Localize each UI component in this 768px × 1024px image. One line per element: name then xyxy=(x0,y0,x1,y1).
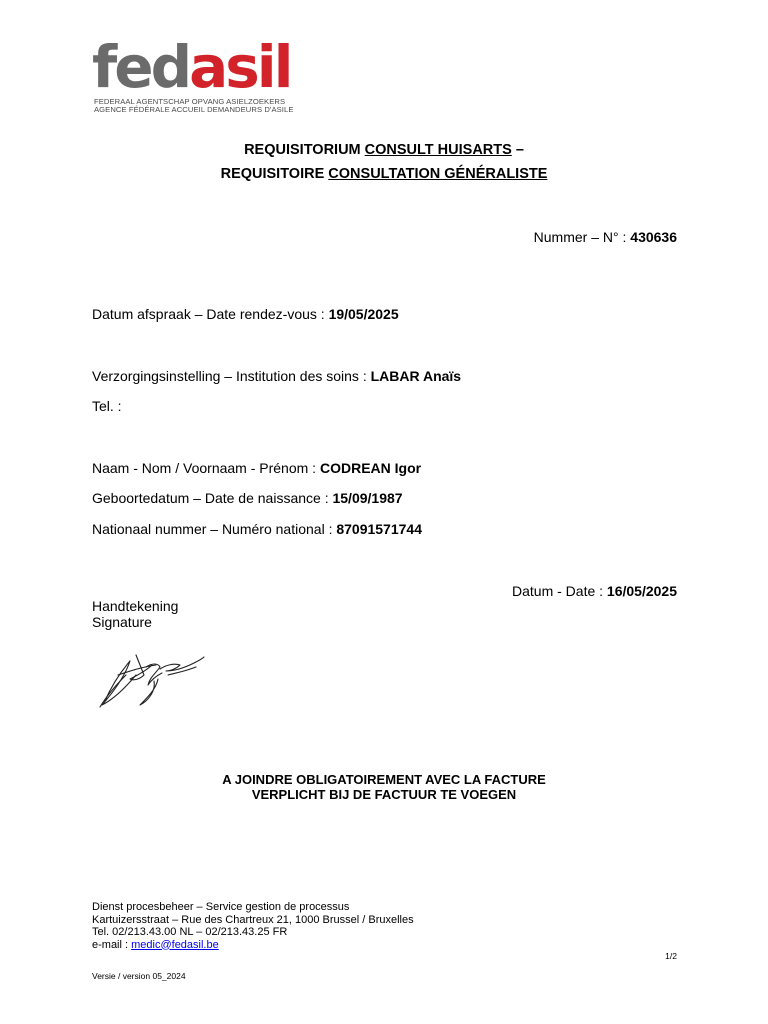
footer-contact xyxy=(92,901,414,951)
number-value: 430636 xyxy=(630,229,677,245)
appointment-date xyxy=(92,306,399,322)
title-line1-underlined: CONSULT HUISARTS xyxy=(364,142,512,158)
national-number xyxy=(92,521,422,537)
name-value: CODREAN Igor xyxy=(319,460,422,476)
handwritten-signature xyxy=(96,645,208,711)
title-line-1 xyxy=(0,142,768,158)
date-value: 16/05/2025 xyxy=(606,583,677,599)
signature-label-nl: Handtekening xyxy=(92,598,179,614)
institution-label: Verzorgingsinstelling – Institution des soins : xyxy=(92,368,371,384)
national-number-label: Nationaal nummer – Numéro national : xyxy=(92,521,337,537)
logo-brand-part2: asil xyxy=(189,33,291,101)
title-line1-suffix: – xyxy=(511,142,524,158)
logo-subtitle-fr: AGENCE FÉDÉRALE ACCUEIL DEMANDEURS D'ASILE xyxy=(94,105,294,114)
institution-value: LABAR Anaïs xyxy=(370,368,462,384)
patient-name xyxy=(92,460,421,476)
care-institution xyxy=(92,368,461,384)
birthdate-value: 15/09/1987 xyxy=(332,490,403,506)
date-label: Datum - Date : xyxy=(512,583,607,599)
footer-email-link[interactable]: medic@fedasil.be xyxy=(131,938,219,951)
footer-email-label: e-mail : xyxy=(92,938,132,951)
logo-subtitle-nl: FEDERAAL AGENTSCHAP OPVANG ASIELZOEKERS xyxy=(94,97,286,106)
number-label: Nummer – N° : xyxy=(533,229,631,245)
notice-line-2: VERPLICHT BIJ DE FACTUUR TE VOEGEN xyxy=(251,787,517,802)
fedasil-logo xyxy=(92,33,294,118)
national-number-value: 87091571744 xyxy=(336,521,422,537)
signature-labels xyxy=(92,598,178,630)
footer-email-line xyxy=(92,939,414,952)
logo-wordmark xyxy=(92,33,291,101)
name-label: Naam - Nom / Voornaam - Prénom : xyxy=(92,460,320,476)
phone-label: Tel. : xyxy=(92,398,122,414)
notice-line-1: A JOINDRE OBLIGATOIREMENT AVEC LA FACTURE xyxy=(222,772,546,787)
appointment-value: 19/05/2025 xyxy=(328,306,399,322)
document-date xyxy=(512,583,677,599)
page-number: 1/2 xyxy=(665,951,677,961)
footer-service: Dienst procesbeheer – Service gestion de processus xyxy=(92,901,350,913)
logo-brand-part1: fed xyxy=(92,33,190,101)
title-line2-underlined: CONSULTATION GÉNÉRALISTE xyxy=(328,166,548,182)
footer-phone: Tel. 02/213.43.00 NL – 02/213.43.25 FR xyxy=(92,926,288,938)
title-line1-prefix: REQUISITORIUM xyxy=(244,142,365,158)
notice xyxy=(0,772,768,802)
title-line-2 xyxy=(0,166,768,182)
birth-date xyxy=(92,490,403,506)
signature-label-fr: Signature xyxy=(92,614,152,630)
footer-address: Kartuizersstraat – Rue des Chartreux 21, 1000 Brussel / Bruxelles xyxy=(92,913,414,926)
appointment-label: Datum afspraak – Date rendez-vous : xyxy=(92,306,329,322)
requisition-number xyxy=(534,229,677,245)
document-version: Versie / version 05_2024 xyxy=(92,971,186,981)
title-line2-prefix: REQUISITOIRE xyxy=(220,166,329,182)
birthdate-label: Geboortedatum – Date de naissance : xyxy=(92,490,333,506)
